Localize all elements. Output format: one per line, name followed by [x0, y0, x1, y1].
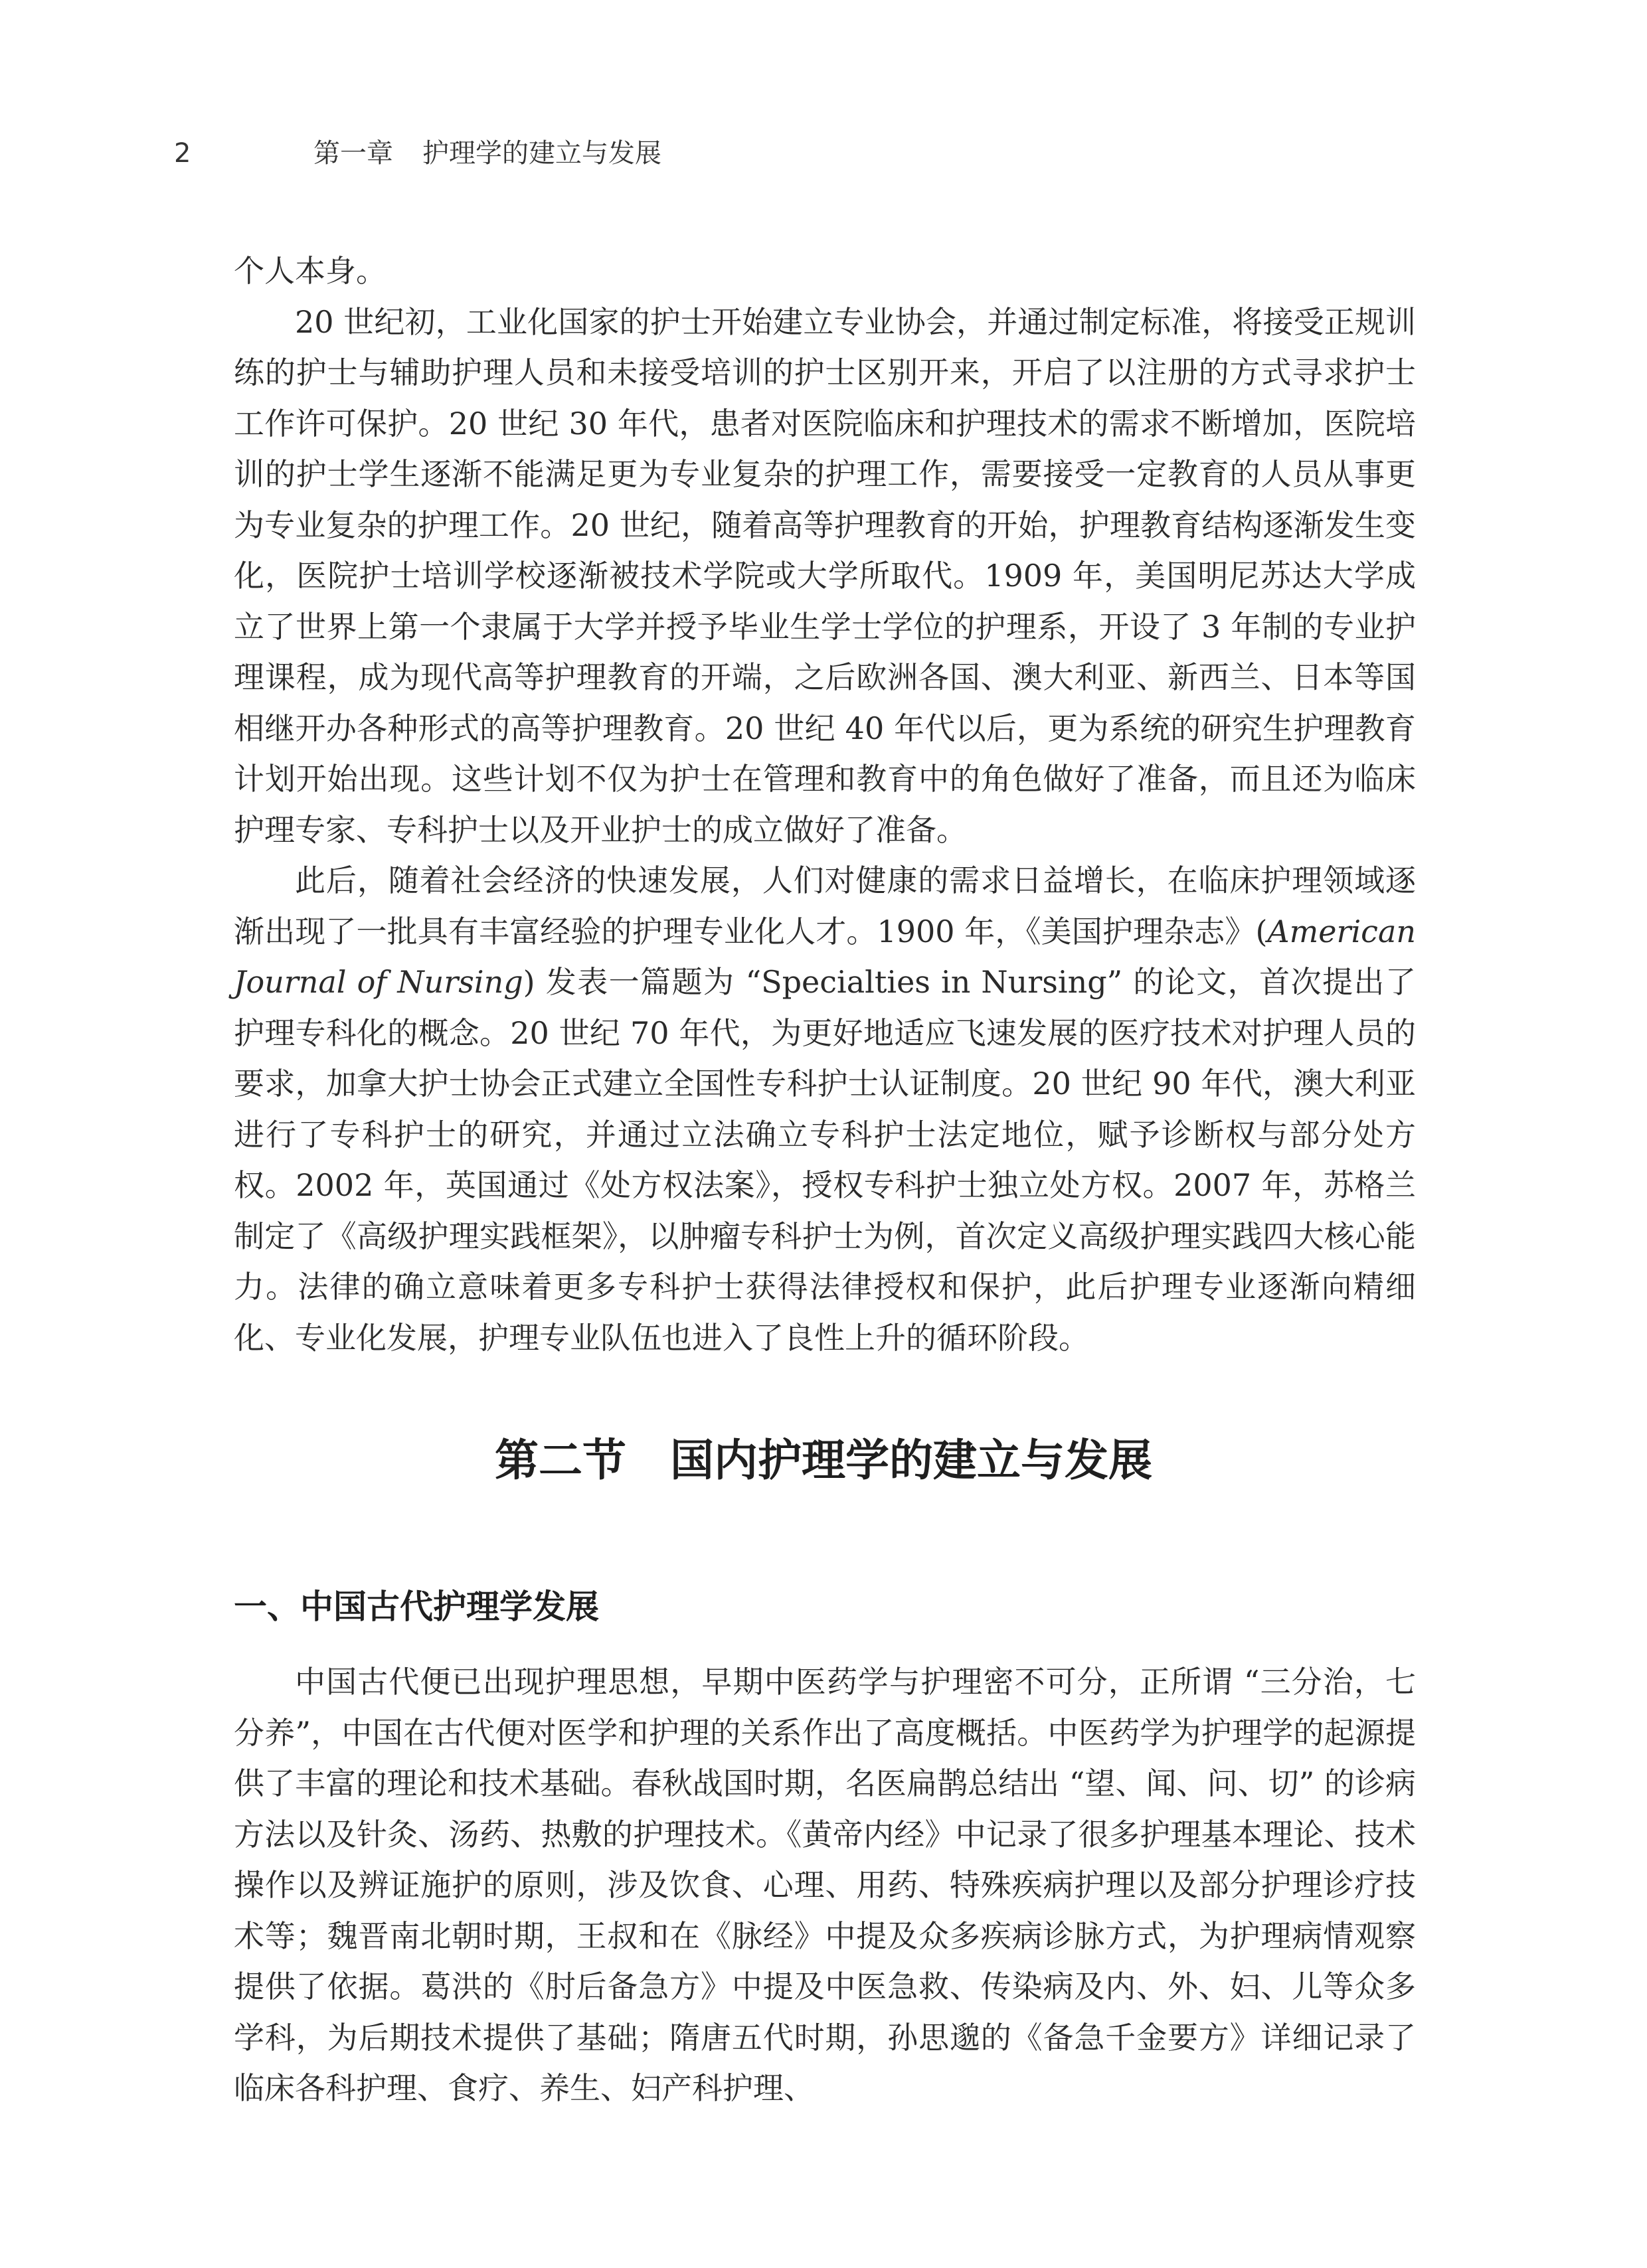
paragraph-continued: 个人本身。 [234, 253, 387, 289]
paragraph-ancient-chinese-nursing: 中国古代便已出现护理思想，早期中医药学与护理密不可分，正所谓 “三分治，七分养”，中国在古代便对医学和护理的关系作出了高度概括。中医药学为护理学的起源提供了丰富的理论和技术基础。春秋战国时期，名医扁鹊总结出 “望、闻、问、切” 的诊病方法以及针灸、汤药、热敷的护理技术。《黄帝内经》中记录了很多护理基本理论、技术操作以及辨证施护的原则，涉及饮食、心理、用药、特殊疾病护理以及部分护理诊疗技术等；魏晋南北朝时期，王叔和在《脉经》中提及众多疾病诊脉方式，为护理病情观察提供了依据。葛洪的《肘后备急方》中提及中医急救、传染病及内、外、妇、儿等众多学科，为后期技术提供了基础；隋唐五代时期，孙思邈的《备急千金要方》详细记录了临床各科护理、食疗、养生、妇产科护理、 [234, 1664, 1416, 2106]
section-title: 国内护理学的建立与发展 [670, 1435, 1152, 1486]
paragraph-modern-nursing-education: 20 世纪初，工业化国家的护士开始建立专业协会，并通过制定标准，将接受正规训练的护士与辅助护理人员和未接受培训的护士区别开来，开启了以注册的方式寻求护士工作许可保护。20 世纪 30 年代，患者对医院临床和护理技术的需求不断增加，医院培训的护士学生逐渐不能满足更为专业复杂的护理工作，需要接受一定教育的人员从事更为专业复杂的护理工作。20 世纪，随着高等护理教育的开始，护理教育结构逐渐发生变化，医院护士培训学校逐渐被技术学院或大学所取代。1909 年，美国明尼苏达大学成立了世界上第一个隶属于大学并授予毕业生学士学位的护理系，开设了 3 年制的专业护理课程，成为现代高等护理教育的开端，之后欧洲各国、澳大利亚、新西兰、日本等国相继开办各种形式的高等护理教育。20 世纪 40 年代以后，更为系统的研究生护理教育计划开始出现。这些计划不仅为护士在管理和教育中的角色做好了准备，而且还为临床护理专家、专科护士以及开业护士的成立做好了准备。 [234, 303, 1416, 848]
body-text-block [234, 1657, 1416, 2114]
body-text-block [234, 246, 1416, 1363]
journal-name: American Journal of Nursing [234, 913, 1416, 1000]
chapter-label: 第一章 [313, 138, 393, 169]
section-heading [0, 1427, 1647, 1494]
paragraph-nursing-specialization [234, 855, 1416, 1363]
paragraph-text: 此后，随着社会经济的快速发展，人们对健康的需求日益增长，在临床护理领域逐渐出现了一批具有丰富经验的护理专业化人才。1900 年，《美国护理杂志》( [234, 862, 1416, 949]
subsection-heading: 一、中国古代护理学发展 [234, 1587, 599, 1626]
section-label: 第二节 [495, 1435, 626, 1486]
chapter-title: 护理学的建立与发展 [422, 138, 661, 169]
page-number: 2 [174, 138, 191, 169]
paragraph-text: ) 发表一篇题为 “Specialties in Nursing” 的论文，首次提出了护理专科化的概念。20 世纪 70 年代，为更好地适应飞速发展的医疗技术对护理人员的要求，加拿大护士协会正式建立全国性专科护士认证制度。20 世纪 90 年代，澳大利亚进行了专科护士的研究，并通过立法确立专科护士法定地位，赋予诊断权与部分处方权。2002 年，英国通过《处方权法案》，授权专科护士独立处方权。2007 年，苏格兰制定了《高级护理实践框架》，以肿瘤专科护士为例，首次定义高级护理实践四大核心能力。法律的确立意味着更多专科护士获得法律授权和保护，此后护理专业逐渐向精细化、专业化发展，护理专业队伍也进入了良性上升的循环阶段。 [234, 964, 1416, 1356]
running-head [174, 130, 661, 177]
